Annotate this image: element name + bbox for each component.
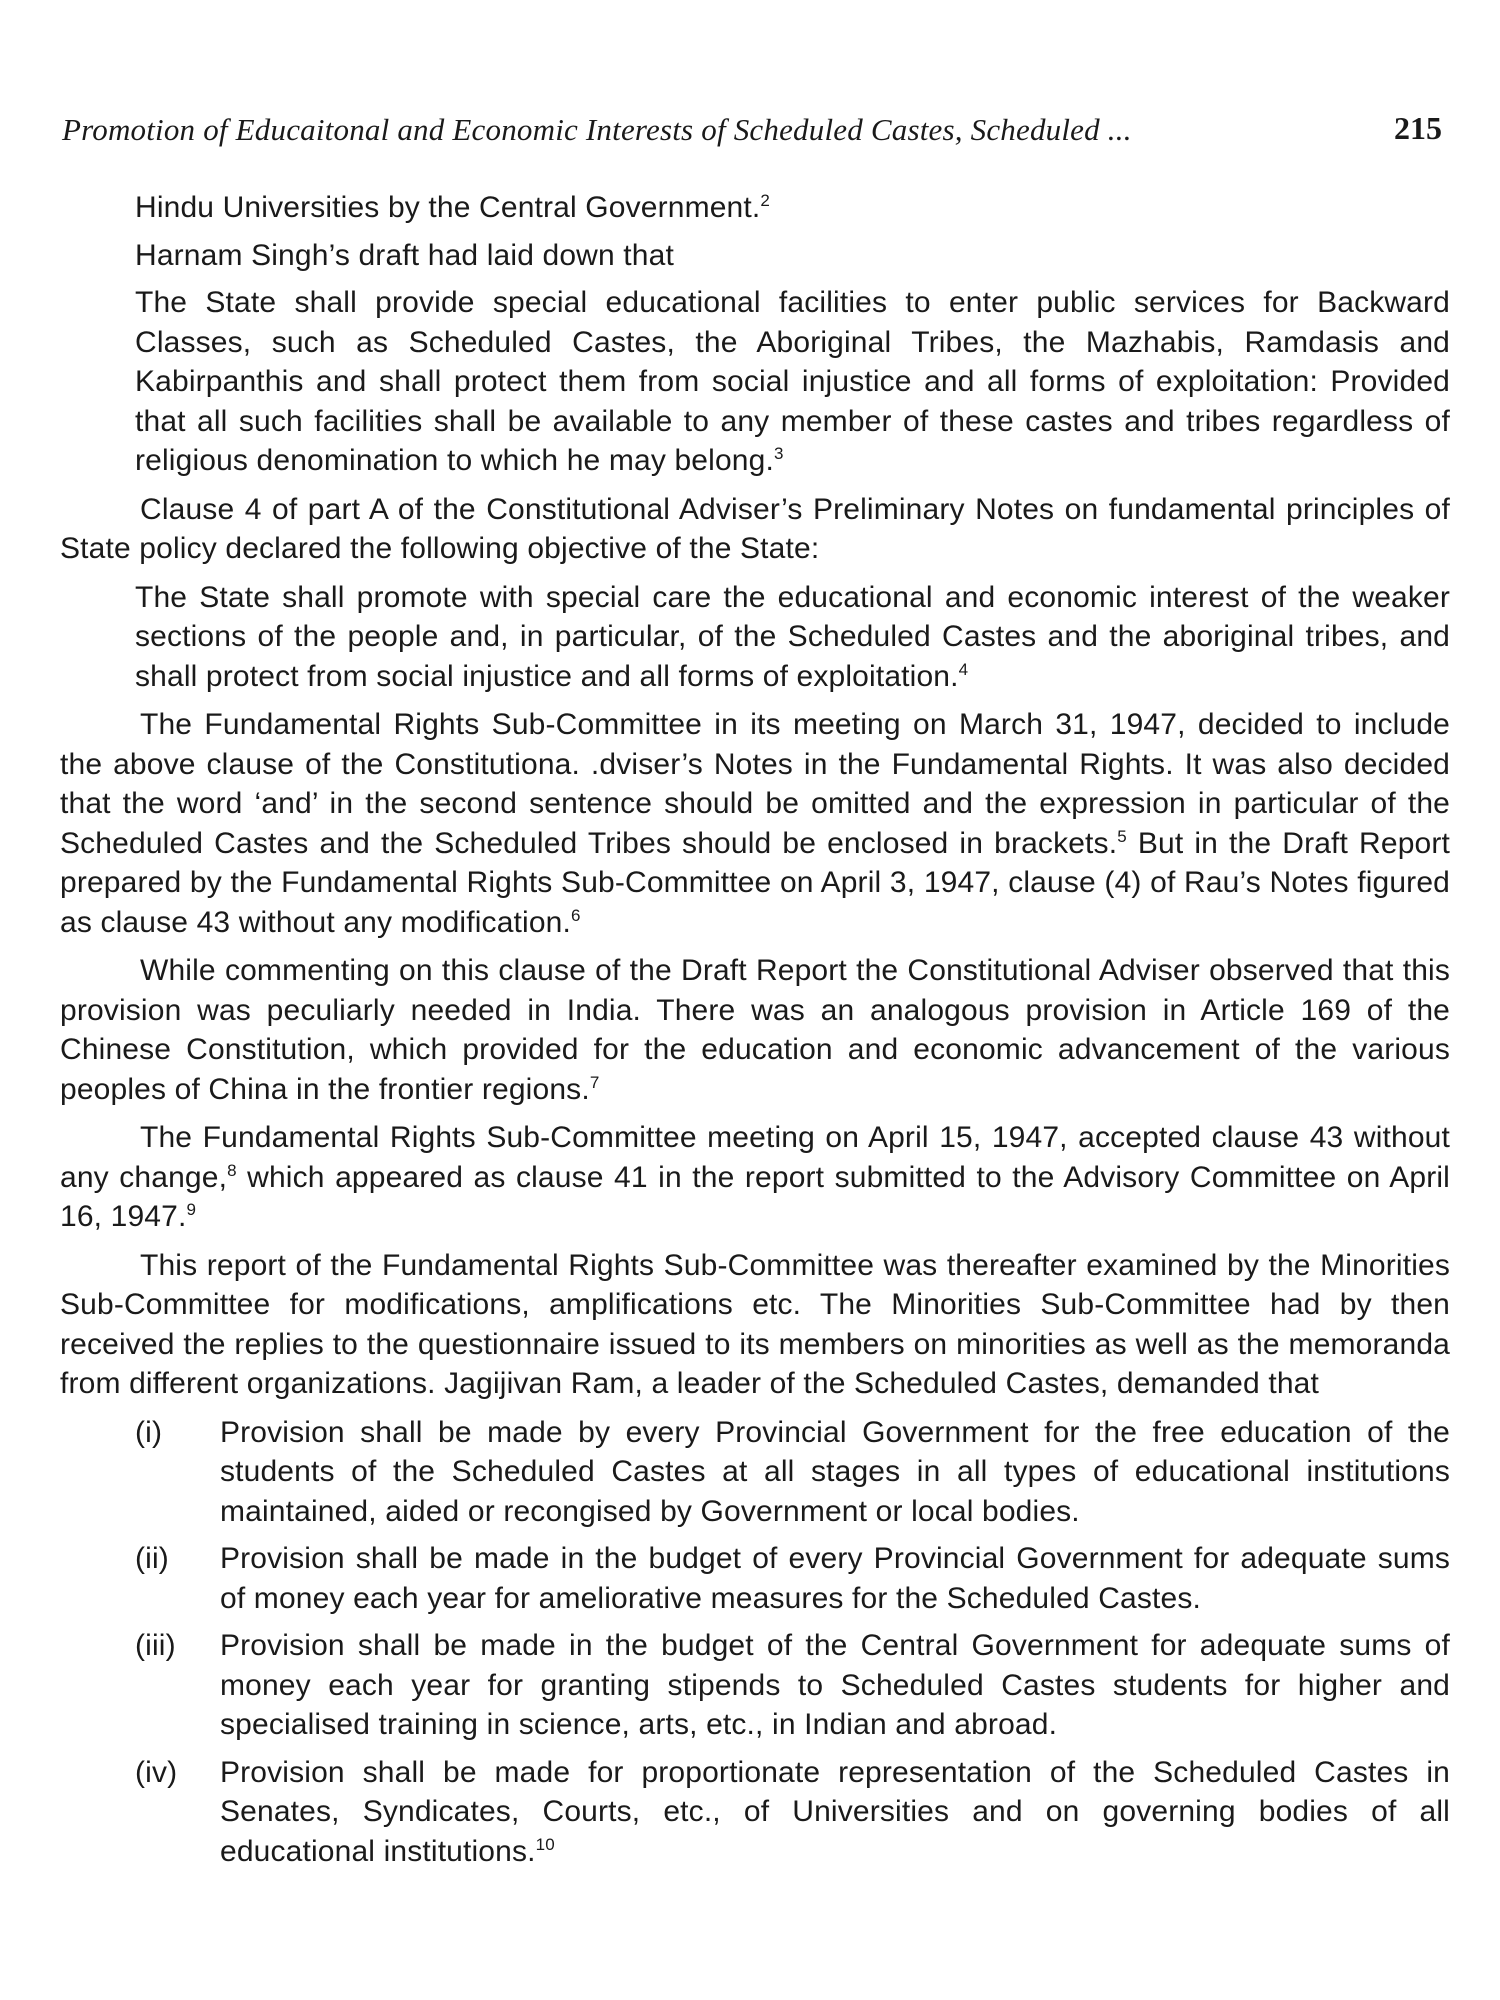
paragraph-clause-4: Clause 4 of part A of the Constitutional Adviser’s Preliminary Notes on fundamental principles of State policy declared the following objective of the State: [60, 492, 1450, 565]
list-item-number: (ii) [135, 1542, 169, 1575]
list-item-body: Provision shall be made in the budget of every Provincial Government for adequate sums of money each year for ameliorative measures for the Scheduled Castes. [220, 1542, 1450, 1615]
footnote-ref-4: 4 [958, 659, 969, 679]
demands-list [60, 1413, 1450, 1872]
paragraph-frsc-meeting [60, 705, 1450, 942]
lead-in-line: Harnam Singh’s draft had laid down that [135, 238, 674, 272]
frsc-meeting-text-1: The Fundamental Rights Sub-Committee in its meeting on March 31, 1947, decided to include the above clause of the Constitutiona. .dviser’s Notes in the Fundamental Rights. It was also decided that the word ‘and’ in the second sentence should be omitted and the expression in particular of the Scheduled Castes and the Scheduled Tribes should be enclosed in brackets. [60, 708, 1450, 860]
list-item-text [220, 1753, 1450, 1872]
footnote-ref-8: 8 [227, 1160, 237, 1180]
page-body [60, 188, 1450, 1879]
april-15-text-2: which appeared as clause 41 in the report submitted to the Advisory Committee on April 16, 1947. [60, 1160, 1450, 1233]
opening-line-text: Hindu Universities by the Central Government. [135, 191, 761, 224]
list-item [60, 1753, 1450, 1872]
list-item-body: Provision shall be made in the budget of the Central Government for adequate sums of money each year for granting stipends to Scheduled Castes students for higher and specialised training in science, arts, etc., in Indian and abroad. [220, 1629, 1450, 1741]
list-item-number: (i) [135, 1415, 163, 1449]
quote-harnam-singh-draft [60, 283, 1450, 481]
adviser-comment-text: While commenting on this clause of the Draft Report the Constitutional Adviser observed that this provision was peculiarly needed in India. There was an analogous provision in Article 169 of the Chinese Constitution, which provided for the education and economic advancement of the various peoples of China in the frontier regions. [60, 954, 1450, 1106]
list-item [60, 1539, 1450, 1618]
list-item-number: (iii) [135, 1629, 176, 1662]
list-item-text [220, 1539, 1450, 1618]
april-15-text-1: The Fundamental Rights Sub-Committee meeting on April 15, 1947, accepted clause 43 without any change, [60, 1121, 1450, 1194]
footnote-ref-3: 3 [773, 444, 784, 463]
list-item-body: Provision shall be made for proportionate representation of the Scheduled Castes in Senates, Syndicates, Courts, etc., of Universities and on governing bodies of all educational institutions. [220, 1755, 1450, 1868]
footnote-ref-7: 7 [589, 1072, 600, 1092]
paragraph-april-15-meeting [60, 1118, 1450, 1237]
list-item [60, 1413, 1450, 1532]
list-item [60, 1626, 1450, 1745]
list-item-text [220, 1413, 1450, 1532]
running-head-title: Promotion of Educaitonal and Economic Interests of Scheduled Castes, Scheduled ... [62, 112, 1132, 147]
footnote-ref-9: 9 [186, 1200, 197, 1219]
paragraph-adviser-comment [60, 951, 1450, 1109]
frsc-meeting-text-2: But in the Draft Report prepared by the Fundamental Rights Sub-Committee on April 3, 1947, clause (4) of Rau’s Notes figured as clause 43 without any modification. [60, 826, 1450, 939]
list-item-number: (iv) [135, 1755, 178, 1789]
opening-line [60, 188, 1450, 228]
list-item-text [220, 1626, 1450, 1745]
page-number: 215 [1394, 110, 1442, 146]
quote-1-text: The State shall provide special educational facilities to enter public services for Backward Classes, such as Scheduled Castes, the Aboriginal Tribes, the Mazhabis, Ramdasis and Kabirpanthis and shall protect them from social injustice and all forms of exploitation: Provided that all such facilities shall be available to any member of these castes and tribes regardless of religious denomination to which he may belong. [135, 286, 1450, 477]
footnote-ref-10: 10 [535, 1834, 555, 1854]
footnote-ref-5: 5 [1117, 826, 1127, 846]
footnote-ref-6: 6 [570, 905, 581, 925]
paragraph-minorities-sub-committee: This report of the Fundamental Rights Sub-Committee was thereafter examined by the Minorities Sub-Committee for modifications, amplifications etc. The Minorities Sub-Committee had by then received the replies to the questionnaire issued to its members on minorities as well as the memoranda from different organizations. Jagijivan Ram, a leader of the Scheduled Castes, demanded that [60, 1248, 1450, 1400]
list-item-body: Provision shall be made by every Provincial Government for the free education of the students of the Scheduled Castes at all stages in all types of educational institutions maintained, aided or recongised by Government or local bodies. [220, 1415, 1450, 1528]
quote-state-objective [60, 578, 1450, 697]
footnote-ref-2: 2 [760, 191, 770, 210]
quote-2-text: The State shall promote with special care the educational and economic interest of the weaker sections of the people and, in particular, of the Scheduled Castes and the aboriginal tribes, and shall protect from social injustice and all forms of exploitation. [135, 580, 1450, 693]
